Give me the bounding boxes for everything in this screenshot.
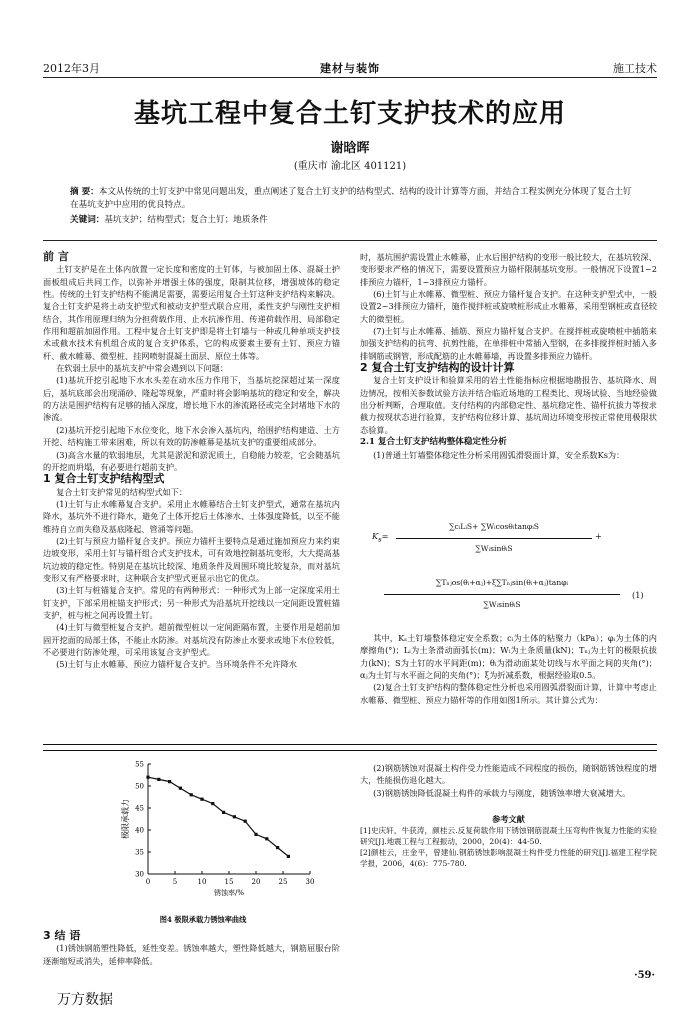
heading-section-2-1: 2.1 复合土钉支护结构整体稳定性分析	[360, 437, 507, 448]
heading-section-2: 2 复合土钉支护结构的设计计算	[360, 361, 515, 375]
heading-section-1: 1 复合土钉支护结构型式	[43, 472, 165, 486]
watermark: 万方数据	[57, 992, 113, 1008]
data-point	[179, 787, 182, 790]
figure-4-chart	[88, 756, 318, 906]
y-tick-label: 45	[135, 804, 144, 813]
data-point	[233, 815, 236, 818]
paragraph: (7)土钉与止水帷幕、插筋、预应力锚杆复合支护。在搅拌桩或旋喷桩中插筋来加强支护结构的抗弯、抗剪性能，在单排桩中常插入型钢，在多排搅拌桩时插入多排钢筋或钢管，形成配筋的止水帷幕墙，再设置多排预应力锚杆。	[360, 326, 657, 361]
eq-numerator-1: ∑cᵢLᵢS+ ∑WᵢcosθᵢtanφᵢS	[449, 522, 539, 531]
header-journal: 建材与装饰	[320, 62, 380, 75]
lower-right-column	[360, 762, 657, 869]
data-point	[211, 802, 214, 805]
eq-lhs: $K_s=$	[372, 531, 389, 544]
paragraph: 复合土钉支护设计和验算采用的岩土性能指标应根据地勘报告、基坑降水、周边情况，按相关参数试验方法并结合临近场地的工程类比、现场试验、当地经验做出分析判断，合理取值。支付结构的内部稳定性、基坑稳定性、锚杆抗拔力等按求截力按现状态进行验算，支护结构位移计算、基坑周边环境变形按正常使用极限状态验算。	[360, 375, 657, 435]
running-header	[43, 60, 657, 76]
section-divider	[43, 744, 657, 751]
data-point	[276, 846, 279, 849]
paragraph: (4)土钉与微型桩复合支护。超前微型桩以一定间距隔布置，主要作用是超前加固开挖面的局部土体，不能止水防渗。对基坑没有防渗止水要求或地下水位较低，不必要进行防渗处理，可采用该复合支护型式。	[43, 622, 340, 657]
data-point	[244, 820, 247, 823]
author: 谢晗晖	[330, 141, 370, 156]
y-tick-label: 55	[135, 760, 144, 769]
series-line	[148, 777, 288, 856]
header-rule	[43, 77, 657, 78]
affiliation: (重庆市 渝北区 401121)	[293, 161, 407, 172]
eq-fraction-line	[396, 538, 592, 539]
paragraph: (1)普通土钉墙整体稳定性分析采用圆弧滑裂面计算，安全系数Ks为：	[373, 449, 625, 460]
references-title: 参考文献	[492, 814, 525, 825]
paragraph: (3)高含水量的软弱地层，尤其是淤泥和淤泥质土，自稳能力较差，它会随基坑的开挖而坍塌，有必要进行超前支护。	[43, 449, 340, 472]
keywords	[70, 214, 636, 227]
paragraph: 在软弱土层中的基坑支护中常会遇到以下问题：	[56, 363, 229, 374]
left-column	[43, 251, 340, 671]
data-point	[168, 780, 171, 783]
figure-caption: 图4 极限承载力锈蚀率曲线	[159, 915, 247, 924]
x-axis-label: 锈蚀率/%	[213, 889, 245, 897]
abstract	[70, 186, 636, 212]
paragraph: (1)锈蚀钢筋塑性降低，延性变差。锈蚀率越大，塑性降低越大，钢筋屈服台阶逐渐缩短或消失，延伸率降低。	[43, 943, 340, 966]
paragraph: (3)钢筋锈蚀降低混凝土构件的承载力与刚度，随锈蚀率增大衰减增大。	[373, 787, 631, 798]
paragraph: (2)钢筋锈蚀对混凝土构件受力性能造成不同程度的损伤，随钢筋锈蚀程度的增大，性能损伤退化越大。	[360, 763, 657, 786]
page-number: ·59·	[634, 970, 655, 981]
x-tick-label: 5	[172, 878, 178, 886]
right-column	[360, 251, 657, 461]
paragraph: (5)土钉与止水帷幕、预应力锚杆复合支护。当环境条件不允许降水	[56, 659, 297, 670]
paragraph: (1)土钉与止水帷幕复合支护。采用止水帷幕结合土钉支护型式，通常在基坑内降水，基坑外不进行降水，避免了土体开挖后土体渗水、土体强度降低，以至不能维持自立而失稳及基底隆起、管涌等问题。	[43, 498, 340, 534]
keywords-text: 基坑支护；结构型式；复合土钉；地质条件	[104, 215, 268, 225]
eq-plus: +	[595, 531, 602, 541]
header-date: 2012年3月	[43, 62, 100, 75]
y-tick-label: 35	[135, 848, 144, 857]
eq-fraction-line	[384, 594, 620, 595]
abstract-text: 本文从传统的土钉支护中常见问题出发，重点阐述了复合土钉支护的结构型式、结构的设计计算等方面，并结合工程实例充分体现了复合土钉在基坑支护中应用的优良特点。	[70, 187, 632, 210]
eq-denominator-2: ∑WᵢsinθᵢS	[483, 600, 521, 609]
header-section: 施工技术	[613, 62, 657, 75]
paragraph: (3)土钉与桩锚复合支护。常见的有两种形式：一种形式为上部一定深度采用土钉支护，下部采用桩锚支护形式；另一种形式为沿基坑开挖线以一定间距设置桩锚支护，桩与桩之间再设置土钉。	[43, 585, 340, 620]
lower-left-column	[43, 930, 340, 967]
x-tick-label: 20	[251, 878, 261, 886]
eq-number: (1)	[632, 590, 644, 600]
paragraph: (6)土钉与止水帷幕、微型桩、预应力锚杆复合支护。在这种支护型式中，一般设置2~3排预应力锚杆，施作搅拌桩或旋喷桩形成止水帷幕，采用型钢桩或直径较大的微型桩。	[360, 289, 657, 324]
y-axis-label: 极限承载力	[121, 799, 130, 839]
data-point	[222, 811, 225, 814]
paragraph: 土钉支护是在土体内放置一定长度和密度的土钉体，与被加固土体、混凝土护面板组成后共同工作，以弥补并增强土体的强度，限制其位移，增强坡体的稳定性。传统的土钉支护结构不能满足需要，需要运用复合土钉这种支护结构来解决。复合土钉支护是将土动支护型式和被动支护型式联合应用，柔性支护与刚性支护相结合，其作用原理归纳为分担荷载作用、止水抗渗作用、传递荷载作用、局部稳定作用和超前加固作用。工程中复合土钉支护即是将土钉墙与一种或几种单项支护技术或截水技术有机组合成的复合支护体系，它的构成要素主要有土钉、预应力锚杆、截水帷幕、微型桩、挂网喷射混凝土面层、原位土体等。	[43, 264, 340, 361]
eq-numerator-2: ∑Tₙⱼos(θᵢ+αⱼ)+ξ∑Tₙⱼsin(θᵢ+αⱼ)tanφᵢ	[435, 578, 569, 587]
paragraph: 其中，Kₛ土钉墙整体稳定安全系数；cᵢ为土体的粘聚力（kPa）；φᵢ为土体的内摩擦角(°)；Lᵢ为土条滑动面弧长(m)；Wᵢ为土条质量(kN)；Tₙⱼ为土钉的极限抗拔力(kN)；S为土钉的水平间距(m)；θᵢ为滑动面某处切线与水平面之间的夹角(°)；αⱼ为土钉与水平面之间的夹角(°)；ξ为折减系数，根据经验取0.5。	[360, 633, 657, 681]
abstract-label: 摘 要：	[70, 187, 99, 197]
data-point	[146, 776, 149, 779]
x-tick-label: 15	[224, 878, 234, 886]
reference-item: [2]颜桂云，庄金平，曾建仙.钢筋锈蚀影响混凝土构件受力性能的研究[J].福建工程学院学报，2006，4(6)：775-780.	[360, 848, 657, 869]
right-column-continued	[360, 632, 657, 706]
data-point	[157, 778, 160, 781]
paragraph: 复合土钉支护常见的结构型式如下：	[56, 486, 188, 497]
y-tick-label: 50	[135, 782, 144, 791]
paragraph: (2)复合土钉支护结构的整体稳定性分析也采用圆弧滑裂面计算，计算中考虑止水帷幕、微型桩、预应力锚杆等的作用如图1所示。其计算公式为：	[360, 682, 657, 705]
data-point	[265, 837, 268, 840]
paragraph: 时，基坑围护需设置止水帷幕，止水后围护结构的变形一般比较大，在基坑较深、变形要求严格的情况下，需要设置预应力锚杆限制基坑变形。一般情况下设置1~2排预应力锚杆，1~3排预应力锚杆。	[360, 252, 657, 287]
data-point	[190, 793, 193, 796]
data-point	[254, 833, 257, 836]
x-tick-label: 10	[197, 878, 207, 886]
x-tick-label: 30	[305, 878, 315, 886]
paper-title: 基坑工程中复合土钉支护技术的应用	[133, 99, 566, 129]
keywords-label: 关键词：	[70, 215, 105, 225]
heading-preface: 前 言	[43, 250, 69, 263]
x-tick-label: 25	[278, 878, 288, 886]
y-tick-label: 40	[135, 826, 144, 835]
heading-section-3: 3 结 语	[43, 929, 81, 942]
data-point	[200, 798, 203, 801]
paragraph: (2)基坑开挖引起地下水位变化，地下水会渗入基坑内，给围护结构建造、土方开挖、结构施工带来困难，所以有效的防渗帷幕是基坑支护的重要组成部分。	[43, 424, 340, 448]
y-tick-label: 30	[135, 870, 144, 879]
x-tick-label: 0	[145, 878, 151, 886]
eq-denominator-1: ∑WᵢsinθᵢS	[475, 544, 513, 553]
paragraph: (2)土钉与预应力锚杆复合支护。预应力锚杆主要特点是通过施加预应力来约束边坡变形，采用土钉与锚杆组合式支护技术，可有效地控制基坑变形，大大提高基坑边坡的稳定性。特别是在基坑比较深、地质条件及周围环境比较复杂，而对基坑变形又有严格要求时，这种联合支护型式更显示出它的优点。	[43, 535, 340, 583]
abstract-rule	[43, 240, 657, 241]
paragraph: (1)基坑开挖引起地下水水头差在动水压力作用下，当基坑挖深超过某一深度后，基坑底部会出现涌砂、隆起等现象，严重时将会影响基坑的稳定和安全，解决的方法是围护结构有足够的插入深度，增长地下水的渗流路径或完全封堵地下水的渗流。	[43, 375, 340, 423]
reference-item: [1]史庆轩，牛获涛，颜桂云.反复荷载作用下锈蚀钢筋混凝土压弯构件恢复力性能的实验研究[J].地震工程与工程振动，2000，20(4)：44-50.	[360, 826, 657, 847]
data-point	[287, 855, 290, 858]
